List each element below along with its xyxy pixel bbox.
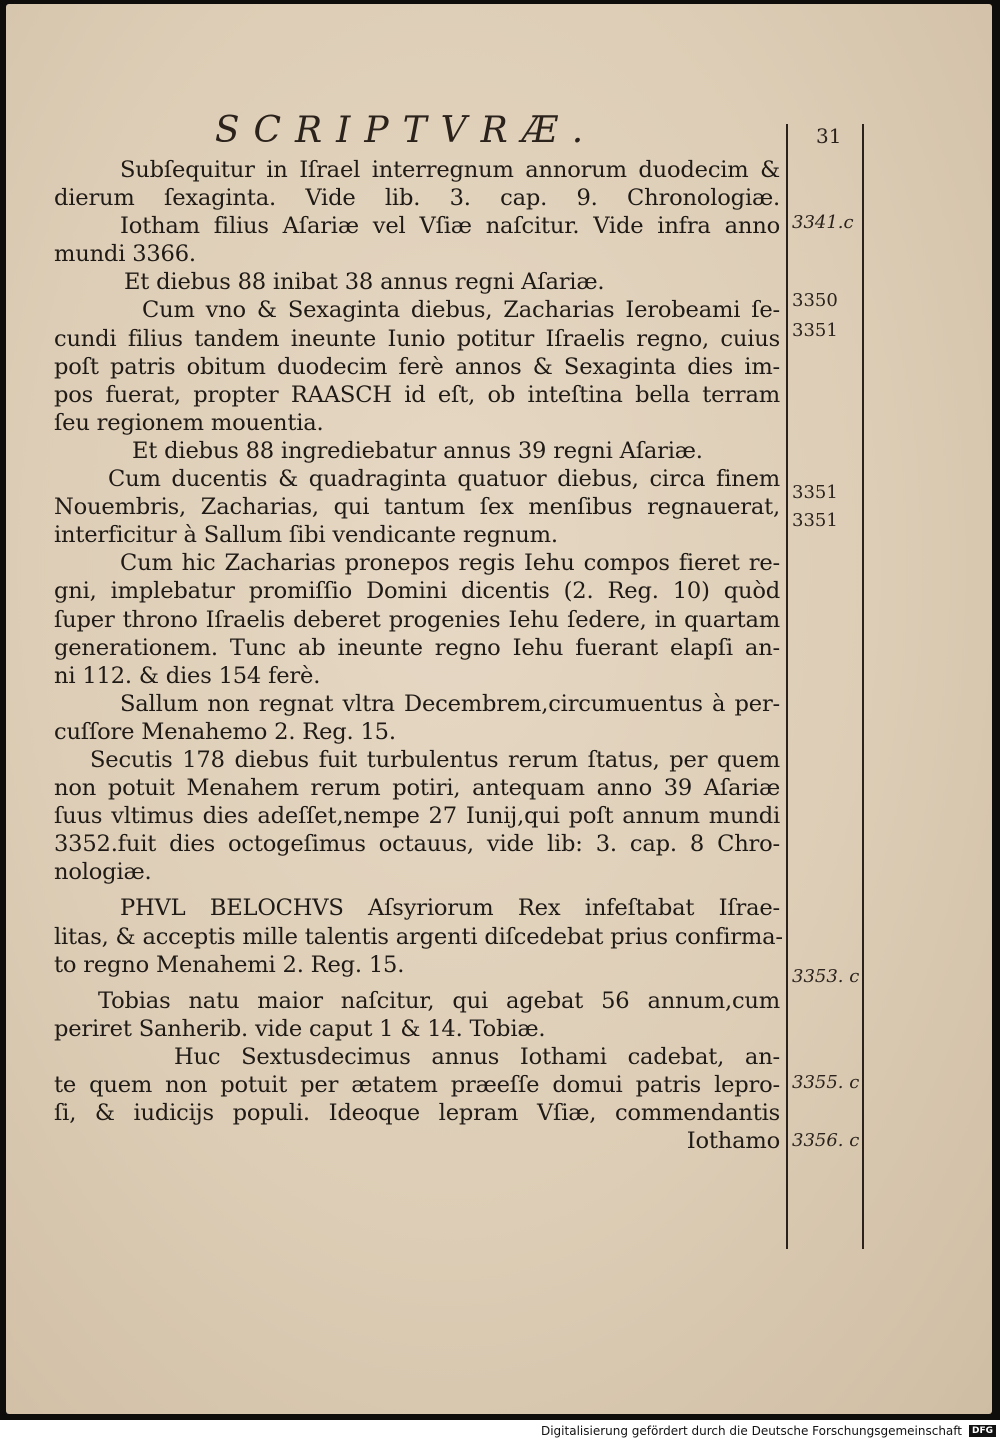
text-line: 3352.fuit dies octogeſimus octauus, vide lib: 3. cap. 8 Chro- [54, 831, 780, 858]
text-line: mundi 3366. [54, 241, 196, 268]
text-line: nologiæ. [54, 859, 152, 886]
text-line: cuſſore Menahemo 2. Reg. 15. [54, 718, 396, 745]
margin-note: 3351 [792, 510, 838, 531]
text-line: te quem non potuit per ætatem præeſſe domui patris lepro- [54, 1072, 780, 1098]
text-line: litas, & acceptis mille talentis argenti diſcedebat prius confirma- [54, 923, 783, 950]
margin-note: 3350 [792, 290, 838, 311]
text-line: Cum hic Zacharias pronepos regis Iehu compos fieret re- [120, 550, 780, 577]
margin-note: 3341.c [792, 212, 854, 233]
book-page [6, 4, 992, 1414]
text-line: ſeu regionem mouentia. [54, 409, 324, 436]
margin-note: 3355. c [792, 1072, 860, 1093]
folio-number: 31 [816, 124, 842, 148]
paragraph-gap [54, 886, 780, 894]
margin-rule-left [786, 124, 788, 1249]
paragraph-gap [54, 979, 780, 987]
text-line: to regno Menahemi 2. Reg. 15. [54, 951, 405, 978]
text-line: Cum vno & Sexaginta diebus, Zacharias Ierobeami ſe- [142, 297, 780, 324]
text-line: dierum ſexaginta. Vide lib. 3. cap. 9. Chronologiæ. [54, 185, 780, 212]
digitization-footer [0, 1420, 1000, 1444]
text-line: Nouembris, Zacharias, qui tantum ſex menſibus regnauerat, [54, 494, 780, 521]
text-line: Et diebus 88 ingrediebatur annus 39 regni Aſariæ. [132, 437, 703, 464]
text-line: Iotham filius Aſariæ vel Vſiæ naſcitur. Vide infra anno [120, 213, 780, 240]
text-line: ſuper throno Iſraelis deberet progenies Iehu ſedere, in quartam [54, 606, 780, 633]
margin-note: 3351 [792, 482, 838, 503]
running-title: SCRIPTVRÆ. [214, 110, 598, 151]
text-line: Secutis 178 diebus fuit turbulentus rerum ſtatus, per quem [90, 746, 780, 773]
funding-credit: Digitalisierung gefördert durch die Deutsche Forschungsgemeinschaft [540, 1424, 962, 1438]
text-line: Subſequitur in Iſrael interregnum annorum duodecim & [120, 157, 780, 183]
text-line: pos fuerat, propter RAASCH id eſt, ob inteſtina bella terram [54, 381, 780, 408]
text-line: Cum ducentis & quadraginta quatuor diebus, circa finem [108, 466, 780, 493]
margin-note: 3353. c [792, 966, 860, 987]
text-line: non potuit Menahem rerum potiri, antequam anno 39 Aſariæ [54, 775, 780, 802]
catchword: Iothamo [686, 1128, 780, 1155]
text-line: ſi, & iudicijs populi. Ideoque lepram Vſiæ, commendantis [54, 1100, 780, 1127]
text-line: Huc Sextusdecimus annus Iothami cadebat, an- [174, 1043, 780, 1070]
body-text [54, 156, 783, 1155]
text-line: generationem. Tunc ab ineunte regno Iehu fuerant elapſi an- [54, 634, 780, 661]
margin-note: 3351 [792, 320, 838, 341]
text-line: Tobias natu maior naſcitur, qui agebat 56 annum,cum [98, 987, 780, 1014]
text-line: PHVL BELOCHVS Aſsyriorum Rex infeſtabat Iſrae- [120, 895, 780, 922]
margin-note: 3356. c [792, 1130, 860, 1151]
text-line: interficitur à Sallum ſibi vendicante regnum. [54, 522, 558, 549]
text-line: Sallum non regnat vltra Decembrem,circumuentus à per- [120, 690, 780, 717]
text-line: cundi filius tandem ineunte Iunio potitur Iſraelis regno, cuius [54, 325, 780, 352]
text-line: Et diebus 88 inibat 38 annus regni Aſariæ. [124, 269, 605, 296]
dfg-logo: DFG [969, 1425, 996, 1437]
text-line: ſuus vltimus dies adeſſet,nempe 27 Iunij,qui poſt annum mundi [54, 803, 780, 830]
text-line: gni, implebatur promiſſio Domini dicentis (2. Reg. 10) quòd [54, 578, 780, 605]
text-line: poſt patris obitum duodecim ferè annos & Sexaginta dies im- [54, 353, 780, 380]
text-line: periret Sanherib. vide caput 1 & 14. Tobiæ. [54, 1015, 546, 1042]
text-line: ni 112. & dies 154 ferè. [54, 662, 321, 689]
